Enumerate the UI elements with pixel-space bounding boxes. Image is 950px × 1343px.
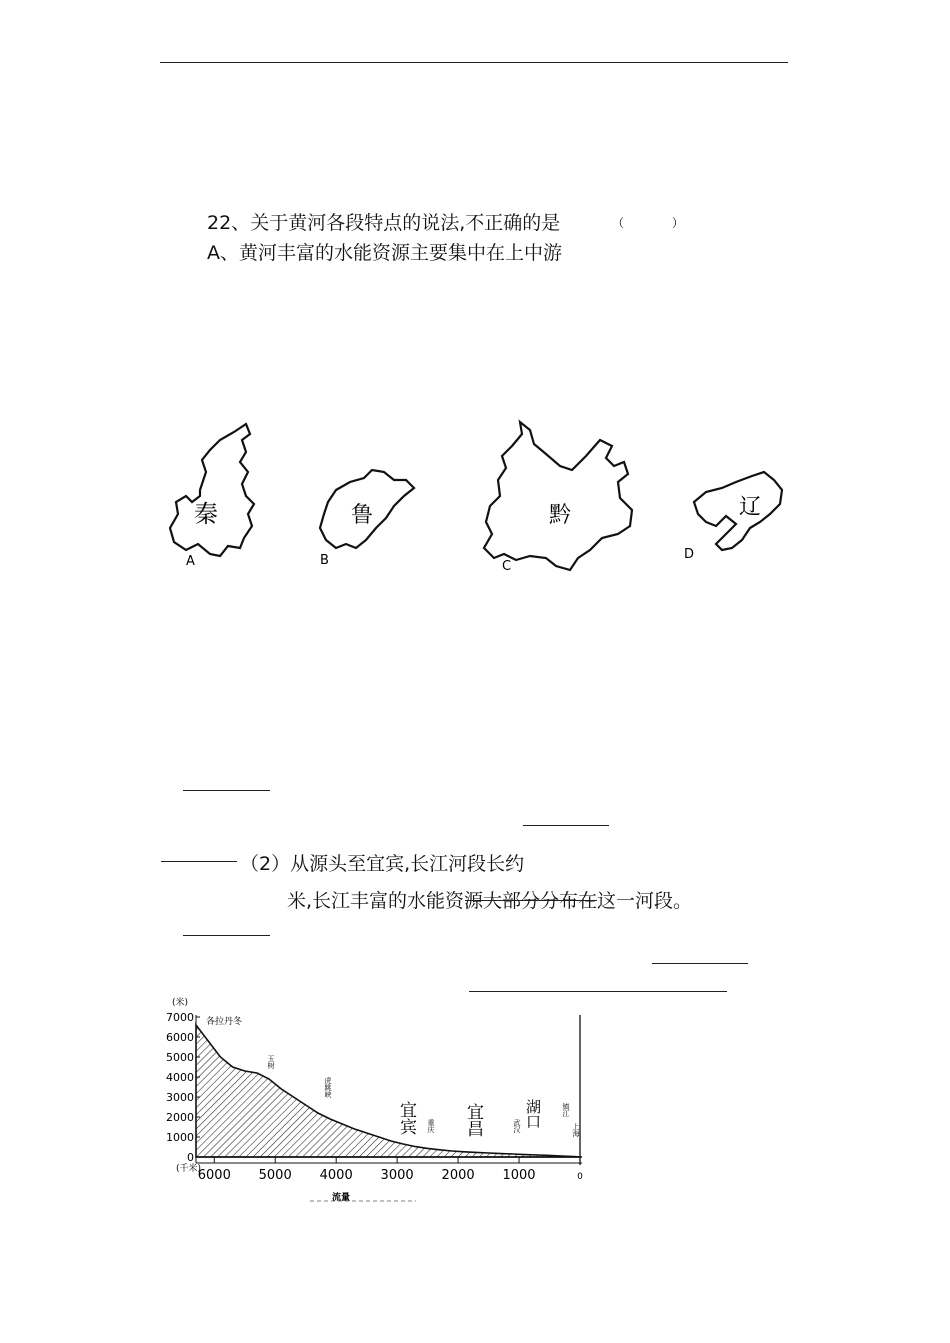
x-tick-label: 2000 <box>441 1168 475 1183</box>
y-tick-label: 4000 <box>166 1071 194 1084</box>
y-tick-label: 0 <box>187 1151 194 1164</box>
place-wuhan: 武汉 <box>513 1119 521 1133</box>
answer-blank-3 <box>161 861 237 862</box>
place-shanghai: 上海 <box>572 1123 580 1137</box>
header-rule <box>160 62 788 63</box>
peak-label: 各拉丹冬 <box>206 1017 243 1027</box>
place-yushu: 玉树 <box>267 1055 275 1069</box>
answer-blank-6 <box>469 991 727 992</box>
place-yibin: 宜宾 <box>396 1101 416 1135</box>
province-letter-a: A <box>186 554 195 569</box>
place-yichang: 宜昌 <box>463 1103 483 1137</box>
y-axis-ticks <box>166 1011 200 1164</box>
place-hukou: 湖口 <box>524 1099 542 1129</box>
bottom-label: 流量 <box>332 1193 351 1203</box>
profile-area <box>196 1025 580 1157</box>
answer-blank-2 <box>523 825 609 826</box>
y-tick-label: 2000 <box>166 1111 194 1124</box>
answer-blank-1 <box>183 790 270 791</box>
y-tick-label: 3000 <box>166 1091 194 1104</box>
x-tick-label: 6000 <box>197 1168 231 1183</box>
place-hutiaoxia: 虎跳峡 <box>324 1077 332 1098</box>
x-unit-label: (千米) <box>176 1164 202 1174</box>
y-unit-label: (米) <box>172 998 189 1008</box>
province-char-b: 鲁 <box>350 503 374 528</box>
yangtze-profile-chart <box>160 995 600 1210</box>
province-outlines <box>150 410 800 590</box>
province-letter-b: B <box>320 553 329 568</box>
question-22-stem <box>207 211 560 235</box>
y-tick-label: 7000 <box>166 1011 194 1024</box>
yangtze-question-line2: 米,长江丰富的水能资源大部分分布在这一河段。 <box>287 890 693 912</box>
province-char-c: 黔 <box>548 503 572 528</box>
place-chongqing: 重庆 <box>427 1119 435 1133</box>
x-tick-label: 4000 <box>319 1168 353 1183</box>
place-zhenjiang: 镇江 <box>562 1103 570 1117</box>
x-tick-label: 0 <box>577 1172 583 1182</box>
province-letter-c: C <box>502 559 512 574</box>
y-tick-label: 6000 <box>166 1031 194 1044</box>
question-number: 22、 <box>207 212 251 234</box>
province-letter-d: D <box>684 547 695 562</box>
answer-blank-5 <box>652 963 748 964</box>
y-tick-label: 1000 <box>166 1131 194 1144</box>
x-axis-ticks <box>198 1157 583 1183</box>
x-tick-label: 1000 <box>502 1168 536 1183</box>
y-tick-label: 5000 <box>166 1051 194 1064</box>
option-a: A、黄河丰富的水能资源主要集中在上中游 <box>207 242 562 264</box>
yangtze-question-line1 <box>240 852 524 876</box>
question-part: （2） <box>240 853 291 875</box>
answer-paren: （ ） <box>612 216 706 230</box>
question-text: 从源头至宜宾,长江河段长约 <box>290 853 525 875</box>
overlaid-rule <box>465 900 597 901</box>
province-char-d: 辽 <box>738 495 762 520</box>
answer-blank-4 <box>183 935 270 936</box>
province-char-a: 秦 <box>194 500 218 528</box>
question-stem: 关于黄河各段特点的说法,不正确的是 <box>250 212 561 234</box>
province-shape-a <box>170 424 254 556</box>
province-shape-c <box>484 422 632 570</box>
x-tick-label: 3000 <box>380 1168 414 1183</box>
x-tick-label: 5000 <box>258 1168 292 1183</box>
